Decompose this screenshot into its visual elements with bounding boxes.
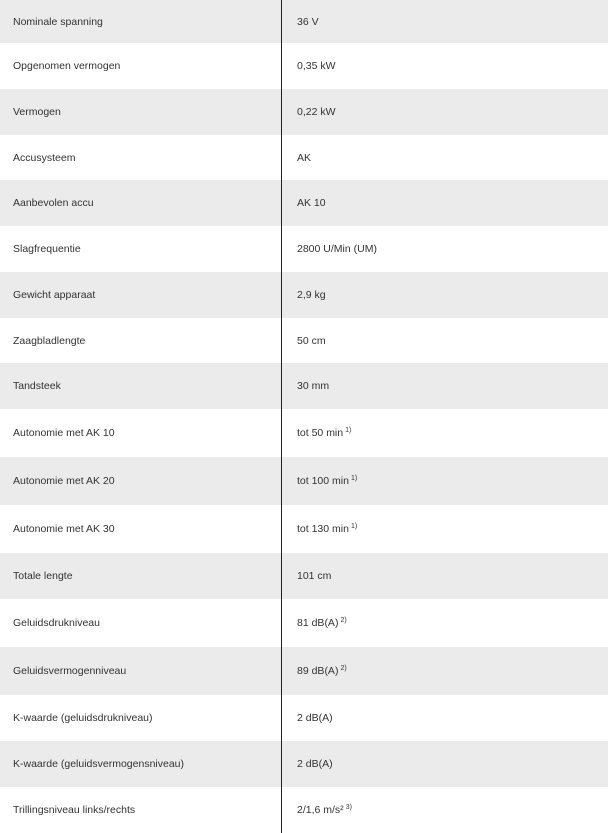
spec-row bbox=[0, 787, 608, 833]
spec-label: Trillingsniveau links/rechts bbox=[0, 787, 282, 833]
spec-value: 0,22 kW bbox=[297, 106, 336, 118]
spec-row bbox=[0, 363, 608, 409]
spec-value: 36 V bbox=[297, 16, 319, 28]
spec-value: AK bbox=[297, 152, 311, 164]
spec-value-cell bbox=[282, 135, 608, 180]
spec-value-cell bbox=[282, 553, 608, 599]
spec-value: AK 10 bbox=[297, 197, 326, 209]
spec-label: Slagfrequentie bbox=[0, 226, 282, 272]
spec-value-cell bbox=[282, 741, 608, 787]
spec-label: Geluidsdrukniveau bbox=[0, 599, 282, 647]
spec-value-cell bbox=[282, 0, 608, 43]
spec-label: Accusysteem bbox=[0, 135, 282, 180]
spec-label: Autonomie met AK 10 bbox=[0, 409, 282, 457]
spec-value-cell bbox=[282, 787, 608, 833]
spec-value-cell bbox=[282, 599, 608, 647]
spec-label: Aanbevolen accu bbox=[0, 180, 282, 226]
spec-value-cell bbox=[282, 318, 608, 363]
spec-value-cell bbox=[282, 89, 608, 135]
spec-value-cell bbox=[282, 43, 608, 89]
spec-value: 2800 U/Min (UM) bbox=[297, 243, 377, 255]
spec-label: K-waarde (geluidsdrukniveau) bbox=[0, 695, 282, 741]
spec-row bbox=[0, 741, 608, 787]
spec-value: 2 dB(A) bbox=[297, 758, 333, 770]
spec-row bbox=[0, 272, 608, 318]
spec-label: Autonomie met AK 20 bbox=[0, 457, 282, 505]
spec-value: tot 100 min bbox=[297, 475, 349, 487]
spec-row bbox=[0, 553, 608, 599]
spec-label: Autonomie met AK 30 bbox=[0, 505, 282, 553]
footnote-marker: 1) bbox=[351, 523, 357, 530]
footnote-marker: 1) bbox=[345, 427, 351, 434]
spec-label: Totale lengte bbox=[0, 553, 282, 599]
spec-row bbox=[0, 457, 608, 505]
spec-row bbox=[0, 695, 608, 741]
spec-row bbox=[0, 599, 608, 647]
spec-row bbox=[0, 226, 608, 272]
spec-label: Nominale spanning bbox=[0, 0, 282, 43]
spec-row bbox=[0, 135, 608, 180]
spec-label: Tandsteek bbox=[0, 363, 282, 409]
footnote-marker: 2) bbox=[340, 617, 346, 624]
spec-value: 2 dB(A) bbox=[297, 712, 333, 724]
spec-value: 101 cm bbox=[297, 570, 331, 582]
spec-label: Zaagbladlengte bbox=[0, 318, 282, 363]
spec-value: 2,9 kg bbox=[297, 289, 326, 301]
spec-value: 2/1,6 m/s² bbox=[297, 804, 344, 816]
spec-value-cell bbox=[282, 180, 608, 226]
spec-label: K-waarde (geluidsvermogensniveau) bbox=[0, 741, 282, 787]
footnote-marker: 3) bbox=[346, 804, 352, 811]
spec-row bbox=[0, 180, 608, 226]
spec-value-cell bbox=[282, 272, 608, 318]
spec-row bbox=[0, 89, 608, 135]
spec-row bbox=[0, 43, 608, 89]
spec-row bbox=[0, 409, 608, 457]
spec-label: Geluidsvermogenniveau bbox=[0, 647, 282, 695]
spec-value-cell bbox=[282, 363, 608, 409]
spec-row bbox=[0, 505, 608, 553]
spec-row bbox=[0, 647, 608, 695]
spec-value-cell bbox=[282, 457, 608, 505]
spec-value: tot 130 min bbox=[297, 523, 349, 535]
spec-row bbox=[0, 0, 608, 43]
spec-label: Vermogen bbox=[0, 89, 282, 135]
spec-value: 0,35 kW bbox=[297, 60, 336, 72]
spec-row bbox=[0, 318, 608, 363]
spec-value-cell bbox=[282, 226, 608, 272]
spec-value: tot 50 min bbox=[297, 427, 343, 439]
spec-value-cell bbox=[282, 695, 608, 741]
spec-label: Gewicht apparaat bbox=[0, 272, 282, 318]
spec-value: 89 dB(A) bbox=[297, 665, 338, 677]
spec-value-cell bbox=[282, 409, 608, 457]
spec-value: 50 cm bbox=[297, 335, 326, 347]
spec-label: Opgenomen vermogen bbox=[0, 43, 282, 89]
spec-value: 30 mm bbox=[297, 380, 329, 392]
footnote-marker: 1) bbox=[351, 475, 357, 482]
spec-value-cell bbox=[282, 647, 608, 695]
footnote-marker: 2) bbox=[340, 665, 346, 672]
spec-value: 81 dB(A) bbox=[297, 617, 338, 629]
spec-value-cell bbox=[282, 505, 608, 553]
